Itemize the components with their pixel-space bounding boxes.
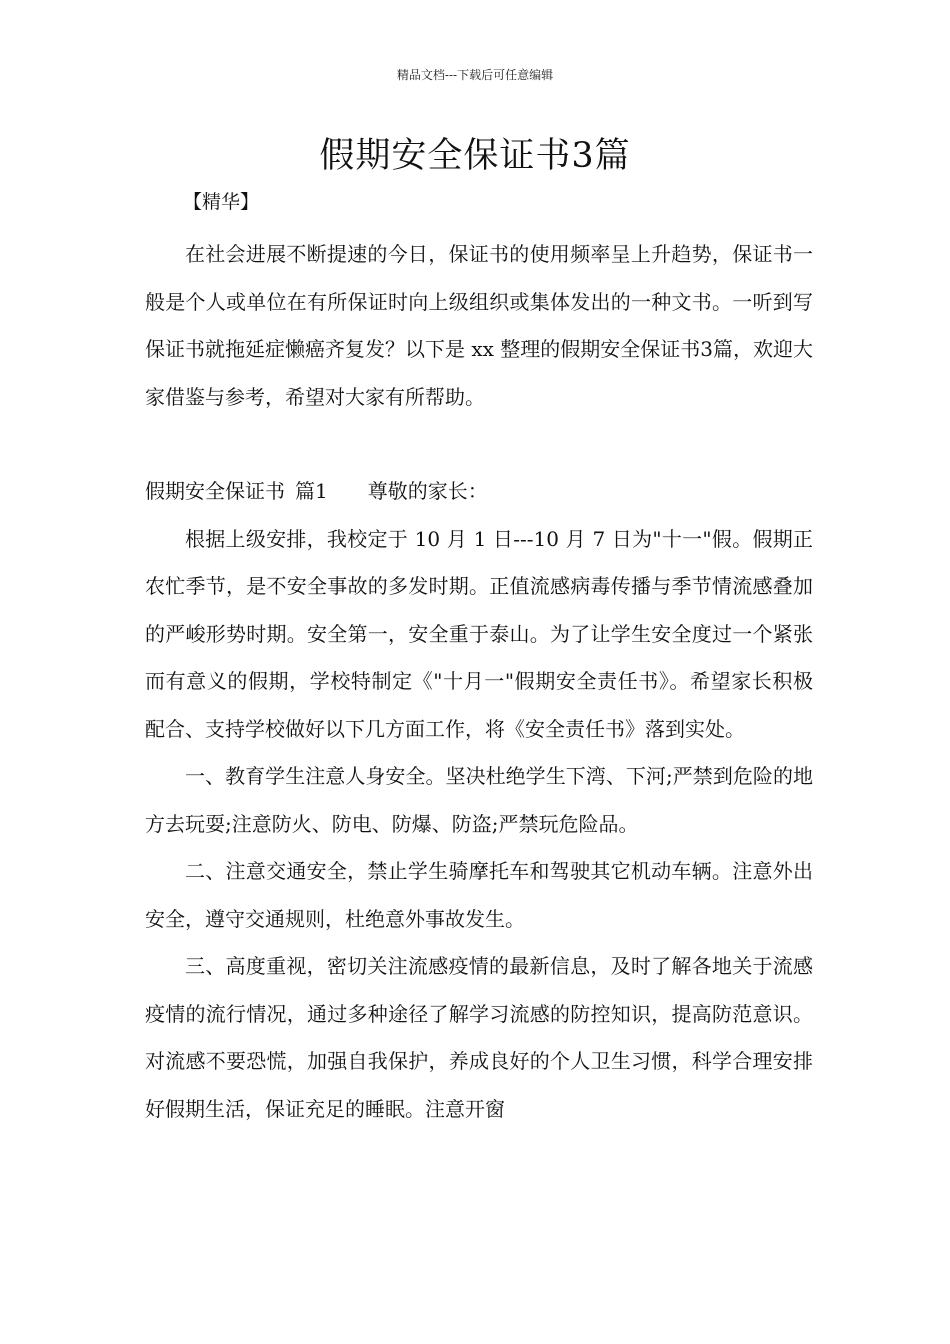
section-heading (145, 468, 813, 516)
document-title: 假期安全保证书3篇 (319, 136, 631, 176)
highlight-tag: 【精华】 (183, 191, 260, 213)
body-paragraph-2: 一、教育学生注意人身安全。坚决杜绝学生下湾、下河;严禁到危险的地方去玩耍;注意防火、防电、防爆、防盗;严禁玩危险品。 (145, 764, 813, 836)
body-paragraph-1: 根据上级安排，我校定于 10 月 1 日---10 月 7 日为"十一"假。假期正农忙季节，是不安全事故的多发时期。正值流感病毒传播与季节情流感叠加的严峻形势时期。安全第一，安全重于泰山。为了让学生安全度过一个紧张而有意义的假期，学校特制定《"十月一"假期安全责任书》。希望家长积极配合、支持学校做好以下几方面工作，将《安全责任书》落到实处。 (145, 526, 813, 741)
section-number: 篇1 (295, 479, 328, 503)
header-note: 精品文档---下载后可任意编辑 (396, 68, 554, 82)
greeting: 尊敬的家长： (367, 479, 488, 503)
body-paragraph-4: 三、高度重视，密切关注流感疫情的最新信息，及时了解各地关于流感疫情的流行情况，通过多种途径了解学习流感的防控知识，提高防范意识。对流感不要恐慌，加强自我保护，养成良好的个人卫生习惯，科学合理安排好假期生活，保证充足的睡眠。注意开窗 (145, 954, 813, 1121)
body-paragraph-3: 二、注意交通安全，禁止学生骑摩托车和驾驶其它机动车辆。注意外出安全，遵守交通规则，杜绝意外事故发生。 (145, 859, 813, 931)
paragraph-gap (145, 421, 813, 468)
intro-paragraph: 在社会进展不断提速的今日，保证书的使用频率呈上升趋势，保证书一般是个人或单位在有所保证时向上级组织或集体发出的一种文书。一听到写保证书就拖延症懒癌齐复发？以下是 xx 整理的假期安全保证书3篇，欢迎大家借鉴与参考，希望对大家有所帮助。 (145, 242, 813, 409)
section-title: 假期安全保证书 (145, 479, 285, 503)
document-body (145, 231, 813, 1133)
